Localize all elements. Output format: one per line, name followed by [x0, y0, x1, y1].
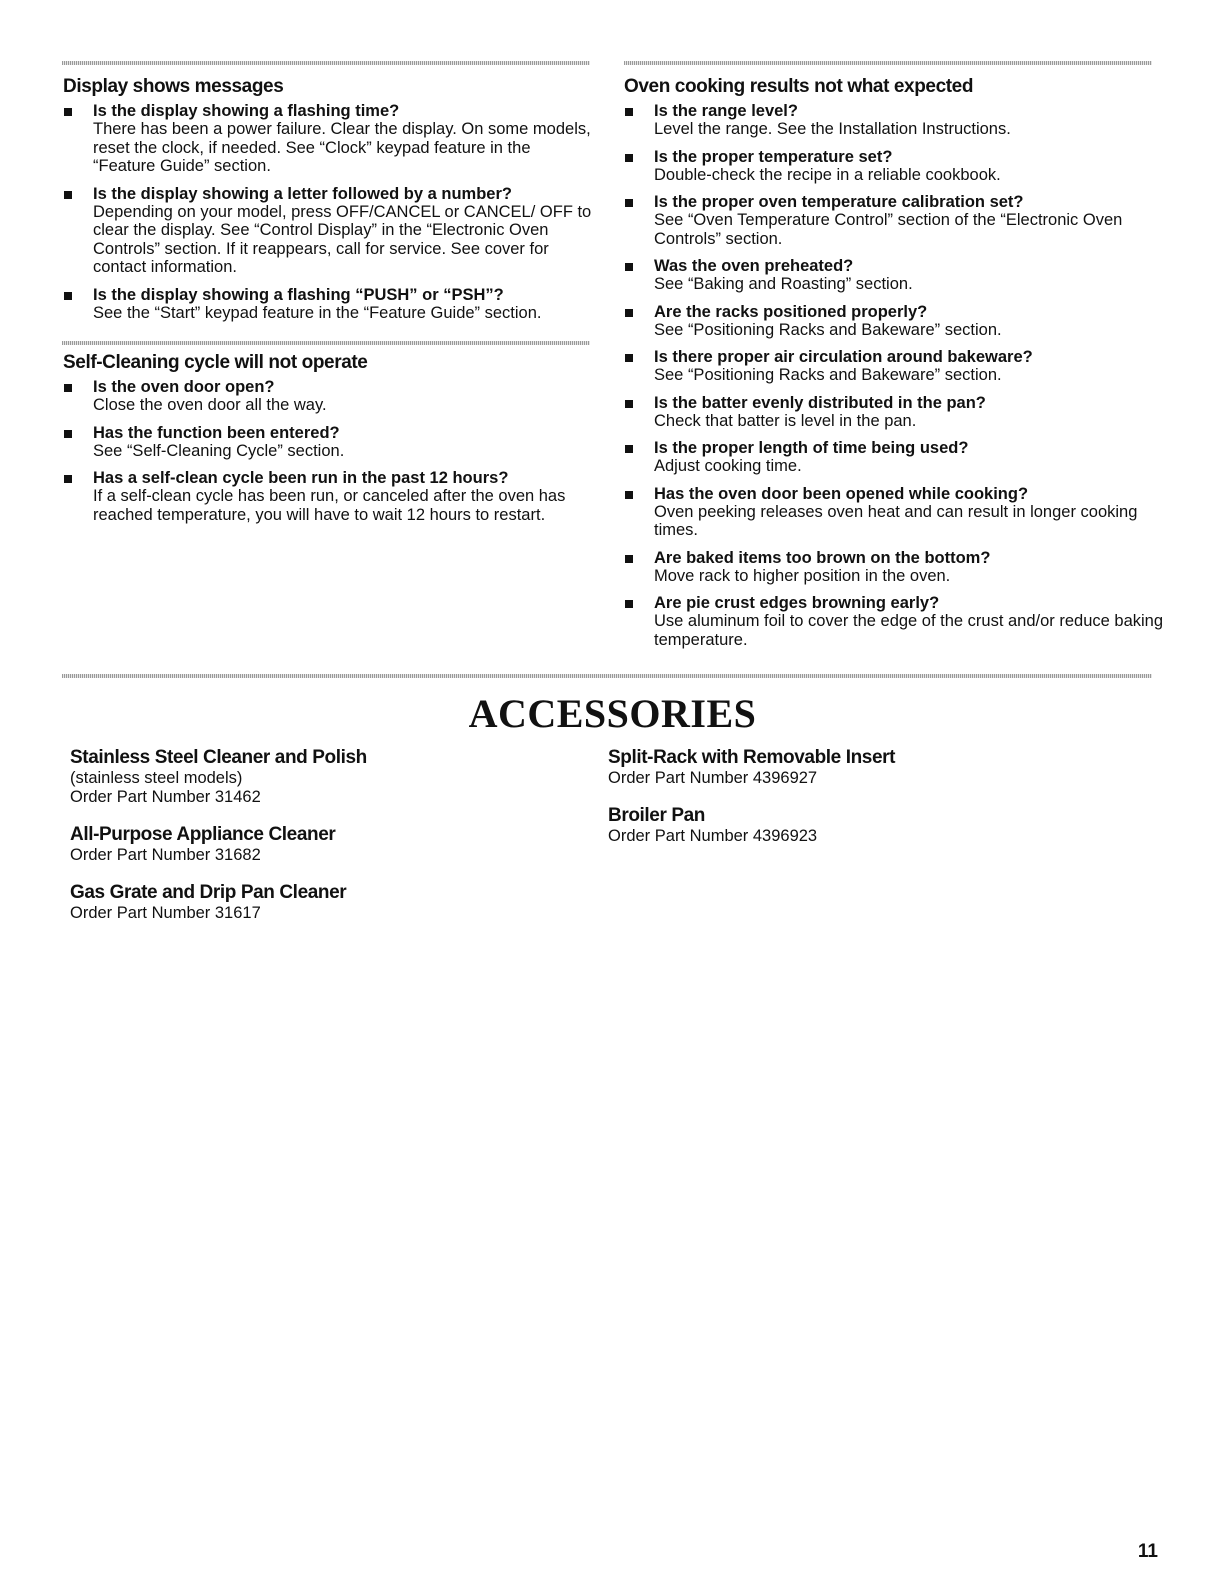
accessory-part-number: Order Part Number 31462 — [70, 788, 261, 806]
list-item — [63, 185, 593, 277]
answer: Double-check the recipe in a reliable cookbook. — [654, 165, 1001, 184]
question: Is the proper length of time being used? — [654, 439, 969, 457]
square-bullet-icon — [625, 199, 633, 207]
question: Was the oven preheated? — [654, 257, 854, 275]
answer: See “Positioning Racks and Bakeware” section. — [654, 320, 1002, 339]
section-display-messages — [63, 76, 593, 331]
square-bullet-icon — [625, 445, 633, 453]
section-title: Oven cooking results not what expected — [624, 76, 974, 97]
list-item — [63, 469, 593, 524]
divider-full — [62, 674, 1152, 678]
list-item — [63, 286, 593, 323]
answer: See “Oven Temperature Control” section of the “Electronic Oven Controls” section. — [654, 211, 1123, 248]
answer: Close the oven door all the way. — [93, 396, 327, 414]
accessory-item — [70, 747, 570, 807]
accessory-item — [70, 882, 570, 923]
square-bullet-icon — [625, 354, 633, 362]
answer: Adjust cooking time. — [654, 457, 802, 475]
answer: Level the range. See the Installation Instructions. — [654, 120, 1011, 138]
answer: There has been a power failure. Clear the display. On some models, reset the clock, if needed. See “Clock” keypad feature in the “Feature Guide” section. — [93, 120, 591, 175]
answer: If a self-clean cycle has been run, or canceled after the oven has reached temperature, you will have to wait 12 hours to restart. — [93, 487, 566, 524]
accessory-item — [608, 805, 1108, 846]
answer: See the “Start” keypad feature in the “Feature Guide” section. — [93, 303, 542, 322]
answer: Use aluminum foil to cover the edge of the crust and/or reduce baking temperature. — [654, 612, 1164, 649]
square-bullet-icon — [625, 555, 633, 563]
list-item — [63, 378, 593, 415]
question: Are pie crust edges browning early? — [654, 594, 940, 612]
square-bullet-icon — [64, 191, 72, 199]
square-bullet-icon — [64, 108, 72, 116]
answer: See “Self-Cleaning Cycle” section. — [93, 441, 345, 460]
question: Has the function been entered? — [93, 423, 340, 442]
list-item — [624, 193, 1164, 248]
accessory-part-number: Order Part Number 31617 — [70, 904, 261, 922]
question: Has a self-clean cycle been run in the past 12 hours? — [93, 469, 509, 487]
question: Is the batter evenly distributed in the pan? — [654, 393, 986, 412]
list-item — [624, 439, 1164, 476]
square-bullet-icon — [625, 491, 633, 499]
accessory-item — [608, 747, 1108, 788]
square-bullet-icon — [64, 475, 72, 483]
list-item — [624, 303, 1164, 340]
accessory-name: Stainless Steel Cleaner and Polish — [70, 747, 367, 768]
accessory-item — [70, 824, 570, 865]
list-item — [624, 485, 1164, 540]
question: Is the display showing a letter followed by a number? — [93, 184, 512, 203]
question: Is there proper air circulation around bakeware? — [654, 348, 1033, 366]
list-item — [624, 257, 1164, 294]
list-item — [63, 424, 593, 461]
question: Is the display showing a flashing time? — [93, 102, 400, 120]
answer: See “Positioning Racks and Bakeware” section. — [654, 366, 1002, 384]
accessories-heading: ACCESSORIES — [468, 691, 757, 736]
page-number: 11 — [1137, 1541, 1158, 1562]
square-bullet-icon — [625, 154, 633, 162]
divider-top-right — [624, 61, 1152, 65]
square-bullet-icon — [64, 292, 72, 300]
list-item — [624, 348, 1164, 385]
square-bullet-icon — [625, 263, 633, 271]
accessory-name: Broiler Pan — [608, 805, 705, 826]
answer: Move rack to higher position in the oven. — [654, 566, 951, 585]
answer: Depending on your model, press OFF/CANCEL or CANCEL/ OFF to clear the display. See “Control Display” in the “Electronic Oven Controls” section. If it reappears, call for service. See cover for contact information. — [93, 202, 592, 276]
question: Is the proper temperature set? — [654, 147, 893, 166]
question: Has the oven door been opened while cooking? — [654, 484, 1029, 503]
section-title: Display shows messages — [63, 76, 284, 97]
list-item — [624, 594, 1164, 649]
accessory-part-number: Order Part Number 4396927 — [608, 769, 818, 787]
square-bullet-icon — [625, 600, 633, 608]
square-bullet-icon — [64, 430, 72, 438]
list-item — [624, 148, 1164, 185]
square-bullet-icon — [625, 400, 633, 408]
accessory-name: Gas Grate and Drip Pan Cleaner — [70, 882, 347, 903]
accessory-name: Split-Rack with Removable Insert — [608, 747, 896, 768]
divider-top-left — [62, 61, 590, 65]
list-item — [63, 102, 593, 176]
question: Is the display showing a flashing “PUSH” or “PSH”? — [93, 285, 504, 304]
section-oven-results — [624, 76, 1164, 658]
list-item — [624, 549, 1164, 586]
question: Is the range level? — [654, 102, 798, 120]
accessory-part-number: Order Part Number 4396923 — [608, 827, 818, 845]
section-title: Self-Cleaning cycle will not operate — [63, 352, 368, 373]
accessory-name: All-Purpose Appliance Cleaner — [70, 824, 336, 845]
square-bullet-icon — [625, 309, 633, 317]
accessory-note: (stainless steel models) — [70, 769, 243, 787]
square-bullet-icon — [64, 384, 72, 392]
list-item — [624, 394, 1164, 431]
list-item — [624, 102, 1164, 139]
divider-mid-left — [62, 341, 590, 345]
answer: Check that batter is level in the pan. — [654, 411, 917, 430]
accessories-left-column — [70, 747, 570, 940]
square-bullet-icon — [625, 108, 633, 116]
accessories-right-column — [608, 747, 1108, 863]
answer: Oven peeking releases oven heat and can result in longer cooking times. — [654, 502, 1138, 539]
question: Are the racks positioned properly? — [654, 302, 928, 321]
question: Is the proper oven temperature calibration set? — [654, 193, 1024, 211]
accessory-part-number: Order Part Number 31682 — [70, 846, 261, 864]
question: Are baked items too brown on the bottom? — [654, 548, 991, 567]
answer: See “Baking and Roasting” section. — [654, 275, 913, 293]
question: Is the oven door open? — [93, 378, 275, 396]
section-self-cleaning — [63, 352, 593, 533]
